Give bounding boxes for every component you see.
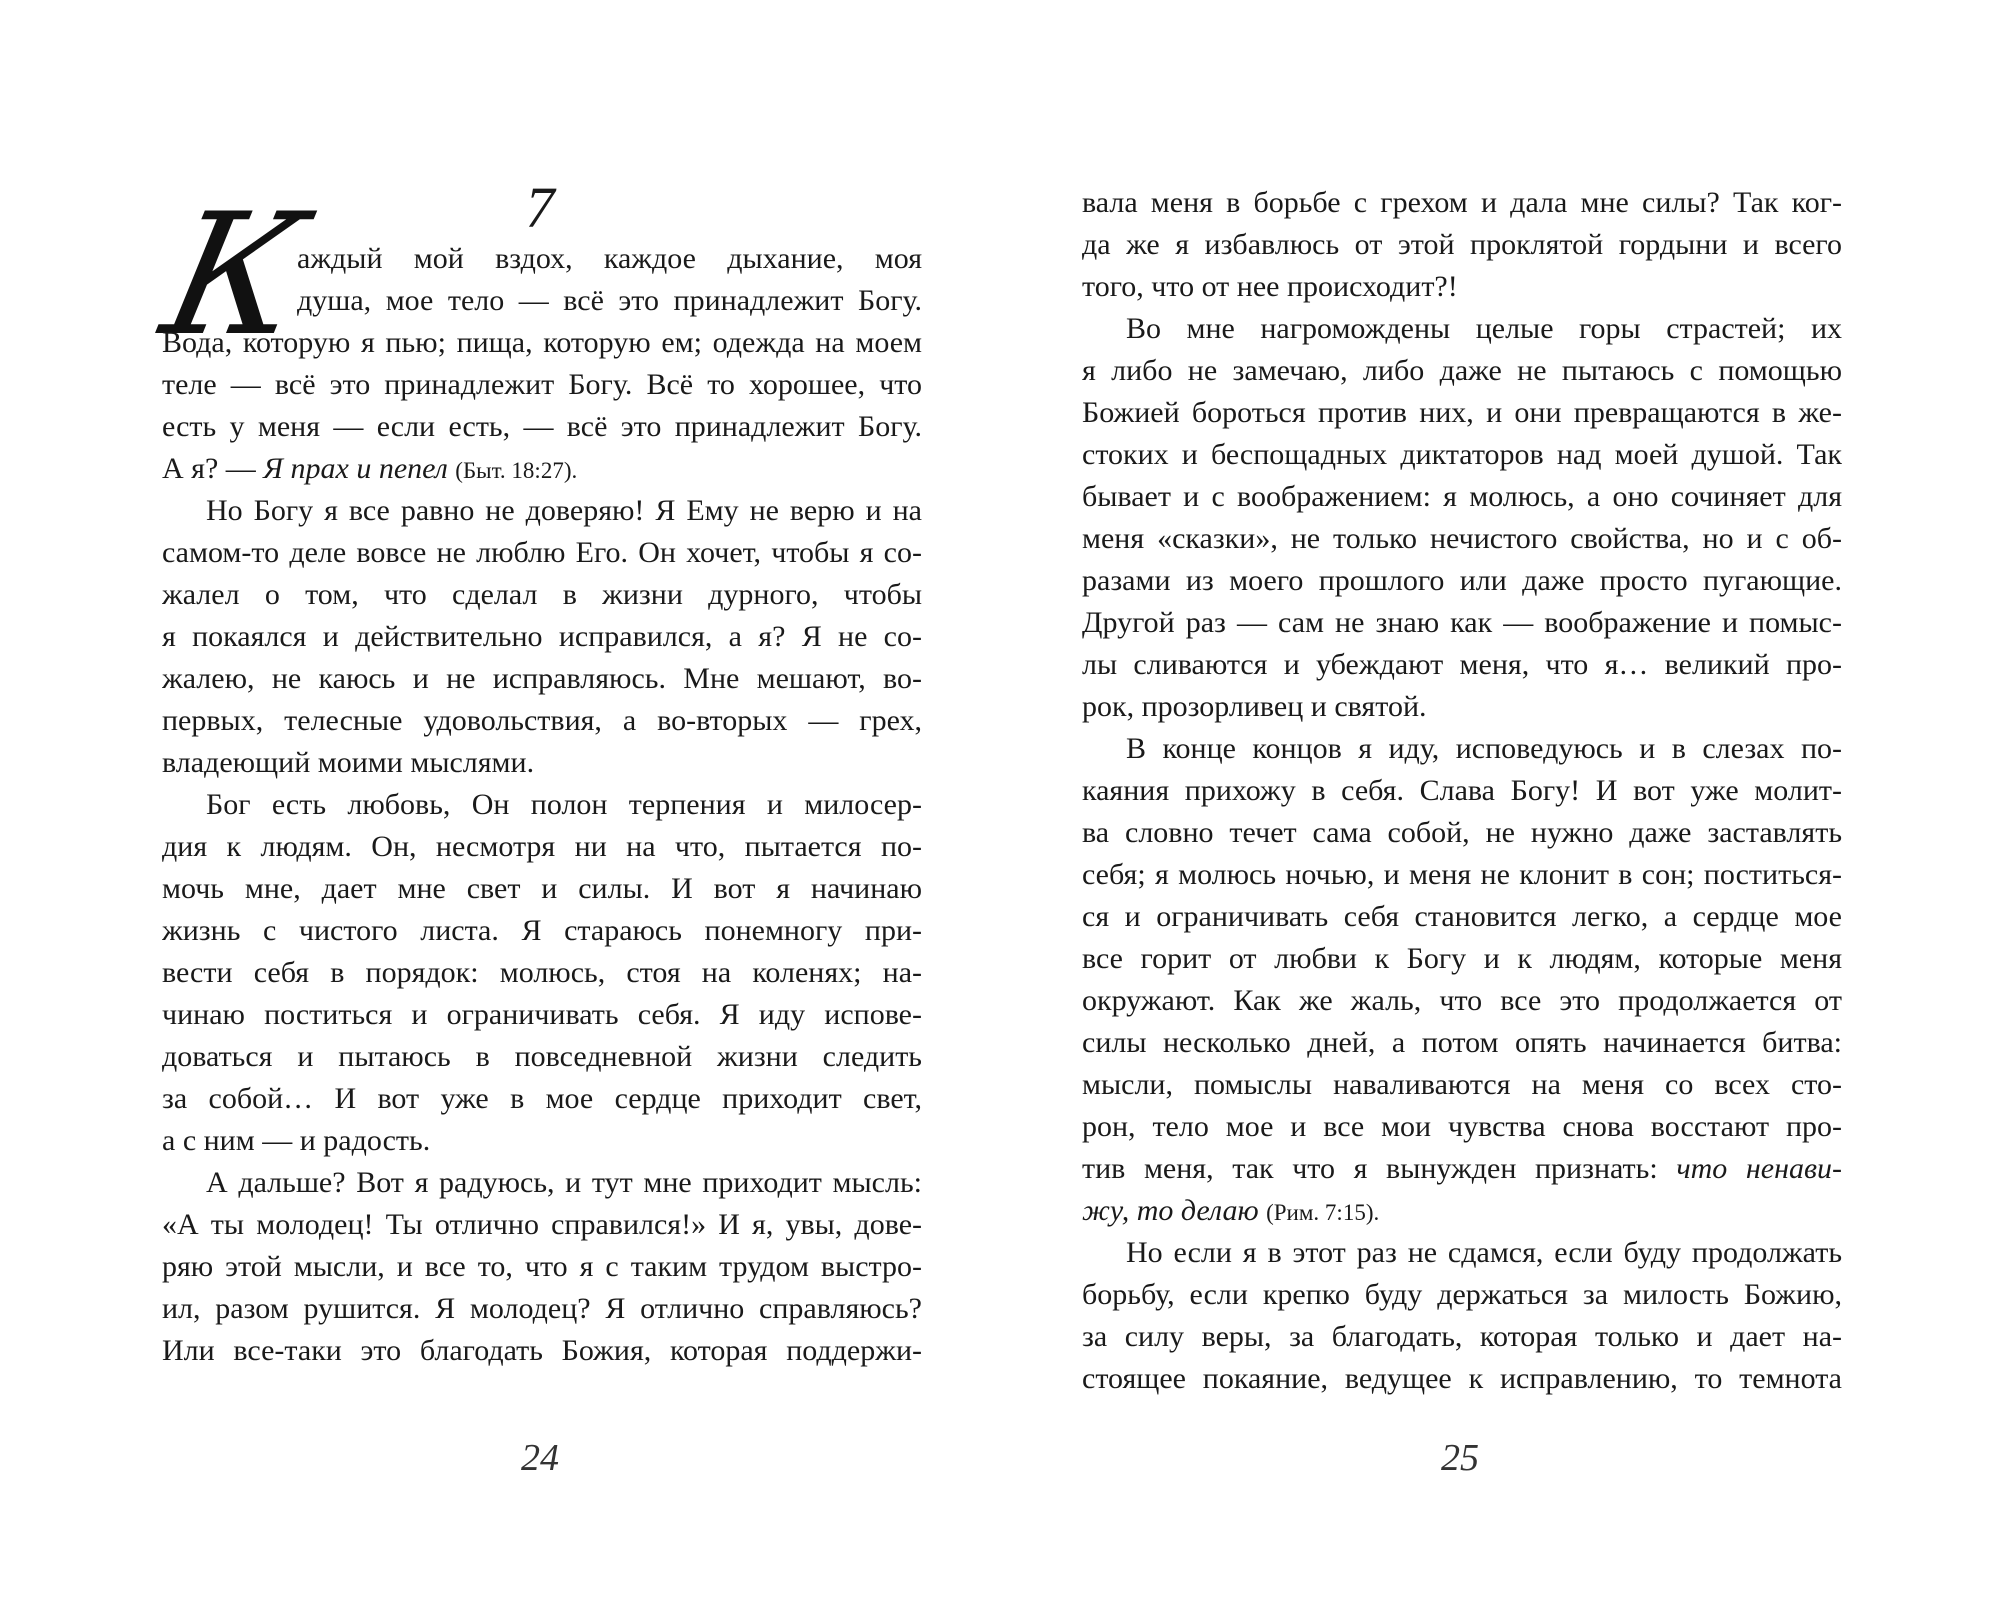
text-line: ся и ограничивать себя становится легко, а сердце мое <box>1082 900 1842 933</box>
text-line: мысли, помыслы наваливаются на меня со всех сто- <box>1082 1068 1842 1101</box>
text-line: я либо не замечаю, либо даже не пытаюсь с помощью <box>1082 354 1842 387</box>
text-line <box>1082 1190 1842 1232</box>
text-line: жизнь с чистого листа. Я стараюсь понемногу при- <box>162 914 922 947</box>
text-line: владеющий моими мыслями. <box>162 746 535 779</box>
text-line: Вода, которую я пью; пища, которую ем; одежда на моем <box>162 326 922 359</box>
text-line: да же я избавлюсь от этой проклятой гордыни и всего <box>1082 228 1842 261</box>
text-line: стоких и беспощадных диктаторов над моей душой. Так <box>1082 438 1842 471</box>
text-line: ряю этой мысли, и все то, что я с таким трудом выстро- <box>162 1250 922 1283</box>
text-line: того, что от нее происходит?! <box>1082 270 1458 303</box>
scripture-reference: (Быт. 18:27). <box>455 458 578 483</box>
text-line: лы сливаются и убеждают меня, что я… великий про- <box>1082 648 1842 681</box>
scripture-quote: Я прах и пепел <box>263 452 448 485</box>
text-line: разами из моего прошлого или даже просто пугающие. <box>1082 564 1842 597</box>
text-line: ва словно течет сама собой, не нужно даже заставлять <box>1082 816 1842 849</box>
scripture-quote: что ненави- <box>1676 1152 1842 1185</box>
page-number: 24 <box>521 1437 559 1479</box>
text-line: Но Богу я все равно не доверяю! Я Ему не верю и на <box>206 494 922 527</box>
text-line: Божией бороться против них, и они превращаются в же- <box>1082 396 1842 429</box>
text-line: а с ним — и радость. <box>162 1124 431 1157</box>
text-line: бывает и с воображением: я молюсь, а оно сочиняет для <box>1082 480 1842 513</box>
text-line: ил, разом рушится. Я молодец? Я отлично справляюсь? <box>162 1292 922 1325</box>
text-line: Во мне нагромождены целые горы страстей; их <box>1126 312 1842 345</box>
text-line: «А ты молодец! Ты отлично справился!» И я, увы, дове- <box>162 1208 922 1241</box>
text-line: дия к людям. Он, несмотря ни на что, пытается по- <box>162 830 922 863</box>
text-line: Но если я в этот раз не сдамся, если буду продолжать <box>1126 1236 1842 1269</box>
text-line: меня «сказки», не только нечистого свойства, но и с об- <box>1082 522 1842 555</box>
text-line: стоящее покаяние, ведущее к исправлению, то темнота <box>1082 1362 1842 1395</box>
text-line: себя; я молюсь ночью, и меня не клонит в сон; поститься- <box>1082 858 1842 891</box>
text-line: Или все-таки это благодать Божия, которая поддержи- <box>162 1334 922 1367</box>
text-line: чинаю поститься и ограничивать себя. Я иду испове- <box>162 998 922 1031</box>
text-line: рон, тело мое и все мои чувства снова восстают про- <box>1082 1110 1842 1143</box>
text-line: за собой… И вот уже в мое сердце приходит свет, <box>162 1082 922 1115</box>
text-line: рок, прозорливец и святой. <box>1082 690 1427 723</box>
text-line: есть у меня — если есть, — всё это принадлежит Богу. <box>162 410 922 443</box>
text-line: первых, телесные удовольствия, а во-вторых — грех, <box>162 704 922 737</box>
text-line: теле — всё это принадлежит Богу. Всё то хорошее, что <box>162 368 922 401</box>
text-line: В конце концов я иду, исповедуюсь и в слезах по- <box>1126 732 1842 765</box>
text-line: жалел о том, что сделал в жизни дурного, чтобы <box>162 578 922 611</box>
text-line: силы несколько дней, а потом опять начинается битва: <box>1082 1026 1842 1059</box>
text-line: окружают. Как же жаль, что все это продолжается от <box>1082 984 1842 1017</box>
text-line <box>1082 1148 1842 1190</box>
dropcap-letter: К <box>149 177 321 373</box>
text-line: вала меня в борьбе с грехом и дала мне силы? Так ког- <box>1082 186 1842 219</box>
left-text-column <box>162 238 922 1372</box>
text-line: доваться и пытаюсь в повседневной жизни следить <box>162 1040 922 1073</box>
text-line: аждый мой вздох, каждое дыхание, моя <box>297 242 922 275</box>
text-line: каяния прихожу в себя. Слава Богу! И вот уже молит- <box>1082 774 1842 807</box>
text-line: борьбу, если крепко буду держаться за милость Божию, <box>1082 1278 1842 1311</box>
scripture-reference: (Рим. 7:15). <box>1266 1200 1380 1225</box>
text-line <box>162 448 922 490</box>
text-run: А я? — <box>162 452 256 485</box>
text-line: Другой раз — сам не знаю как — воображение и помыс- <box>1082 606 1842 639</box>
text-run: тив меня, так что я вынужден признать: <box>1082 1152 1658 1185</box>
text-line: за силу веры, за благодать, которая только и дает на- <box>1082 1320 1842 1353</box>
text-line: я покаялся и действительно исправился, а я? Я не со- <box>162 620 922 653</box>
text-line: жалею, не каюсь и не исправляюсь. Мне мешают, во- <box>162 662 922 695</box>
text-line: душа, мое тело — всё это принадлежит Богу. <box>297 284 922 317</box>
chapter-number: 7 <box>525 175 555 240</box>
text-line: А дальше? Вот я радуюсь, и тут мне приходит мысль: <box>206 1166 922 1199</box>
page-number: 25 <box>1441 1437 1479 1479</box>
right-text-column <box>1082 182 1842 1400</box>
scripture-quote: жу, то делаю <box>1082 1194 1259 1227</box>
text-line: Бог есть любовь, Он полон терпения и милосер- <box>206 788 922 821</box>
text-line: все горит от любви к Богу и к людям, которые меня <box>1082 942 1842 975</box>
right-page <box>1000 0 2000 1606</box>
text-line: вести себя в порядок: молюсь, стоя на коленях; на- <box>162 956 922 989</box>
text-line: мочь мне, дает мне свет и силы. И вот я начинаю <box>162 872 922 905</box>
text-line: самом-то деле вовсе не люблю Его. Он хочет, чтобы я со- <box>162 536 922 569</box>
